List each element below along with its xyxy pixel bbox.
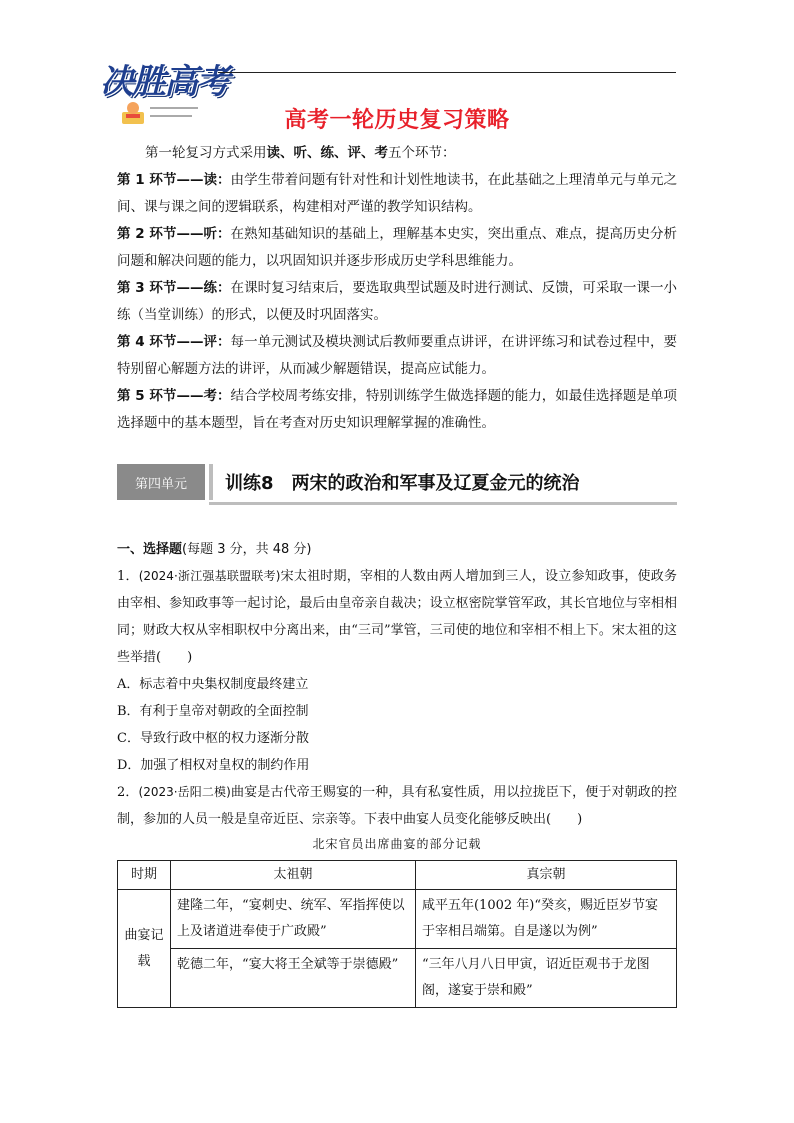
section-title: 一、选择题 [117, 542, 183, 557]
table-cell: 建隆二年，“宴刺史、统军、军指挥使以上及诸道进奉使于广政殿” [171, 890, 416, 949]
question-number: 2． [117, 785, 139, 800]
step-label: 第 1 环节——读： [117, 172, 231, 188]
table-cell: 乾德二年，“宴大将王全斌等于崇德殿” [171, 949, 416, 1008]
step-label: 第 3 环节——练： [117, 280, 231, 296]
unit-banner [117, 464, 677, 506]
strategy-step [117, 383, 677, 437]
intro-bold: 读、听、练、评、考 [266, 145, 388, 161]
table-cell: 咸平五年(1002 年)“癸亥，赐近臣岁节宴于宰相吕端第。自是遂以为例” [415, 890, 676, 949]
intro-suffix: 五个环节： [388, 145, 456, 161]
page-title: 高考一轮历史复习策略 [284, 108, 510, 133]
strategy-step [117, 221, 677, 275]
table-row [118, 949, 677, 1008]
table-caption: 北宋官员出席曲宴的部分记载 [312, 837, 482, 851]
table-header-row [118, 861, 677, 890]
option-d[interactable]: D．加强了相权对皇权的制约作用 [117, 758, 310, 773]
question-source: (2024·浙江强基联盟联考) [138, 569, 281, 583]
step-text: 每一单元测试及模块测试后教师要重点讲评，在讲评练习和试卷过程中，要特别留心解题方法的讲评，从而减少解题错误，提高应试能力。 [117, 334, 678, 377]
step-label: 第 2 环节——听： [117, 226, 231, 242]
question-2 [117, 779, 677, 833]
question-source: (2023·岳阳二模) [138, 785, 231, 799]
question-stem: 曲宴是古代帝王赐宴的一种，具有私宴性质，用以拉拢臣下，便于对朝政的控制，参加的人员一般是皇帝近臣、宗亲等。下表中曲宴人员变化能够反映出( ) [117, 785, 677, 827]
step-label: 第 4 环节——评： [117, 334, 231, 350]
unit-tag: 第四单元 [117, 464, 205, 500]
unit-title: 训练8 两宋的政治和军事及辽夏金元的统治 [225, 473, 580, 494]
intro-prefix: 第一轮复习方式采用 [145, 145, 267, 161]
banner-underline [209, 502, 677, 505]
section-scoring: (每题 3 分，共 48 分) [182, 542, 312, 557]
strategy-step [117, 167, 677, 221]
question-1 [117, 563, 677, 671]
review-strategy [117, 140, 677, 437]
strategy-step [117, 329, 677, 383]
banquet-records-table [117, 860, 677, 1008]
table-header: 真宗朝 [415, 861, 676, 890]
logo-text: 决胜高考 [100, 62, 228, 102]
section-heading [117, 538, 312, 557]
table-cell: “三年八月八日甲寅，诏近臣观书于龙图阁，遂宴于崇和殿” [415, 949, 676, 1008]
row-label: 曲宴记载 [118, 890, 171, 1008]
question-stem: 宋太祖时期，宰相的人数由两人增加到三人，设立参知政事，使政务由宰相、参知政事等一起讨论，最后由皇帝亲自裁决；设立枢密院掌管军政，其长官地位与宰相相同；财政大权从宰相职权中分离出来，由“三司”掌管，三司使的地位和宰相不相上下。宋太祖的这些举措( ) [117, 569, 677, 665]
option-c[interactable]: C．导致行政中枢的权力逐渐分散 [117, 731, 309, 746]
header-rule [218, 72, 676, 73]
table-row [118, 890, 677, 949]
step-text: 结合学校周考练安排，特别训练学生做选择题的能力，如最佳选择题是单项选择题中的基本题型，旨在考查对历史知识理解掌握的准确性。 [117, 388, 678, 431]
step-text: 在熟知基础知识的基础上，理解基本史实，突出重点、难点，提高历史分析问题和解决问题的能力，以巩固知识并逐步形成历史学科思维能力。 [117, 226, 678, 269]
table-header: 太祖朝 [171, 861, 416, 890]
step-text: 在课时复习结束后，要选取典型试题及时进行测试、反馈，可采取一课一小练（当堂训练）的形式，以便及时巩固落实。 [117, 280, 678, 323]
option-b[interactable]: B．有利于皇帝对朝政的全面控制 [117, 704, 309, 719]
question-number: 1． [117, 569, 139, 584]
banner-divider [209, 464, 213, 500]
step-label: 第 5 环节——考： [117, 388, 231, 404]
step-text: 由学生带着问题有针对性和计划性地读书，在此基础之上理清单元与单元之间、课与课之间的逻辑联系，构建相对严谨的教学知识结构。 [117, 172, 678, 215]
table-header: 时期 [118, 861, 171, 890]
option-a[interactable]: A．标志着中央集权制度最终建立 [117, 677, 309, 692]
strategy-step [117, 275, 677, 329]
question-list [117, 563, 677, 833]
strategy-intro [117, 140, 677, 167]
